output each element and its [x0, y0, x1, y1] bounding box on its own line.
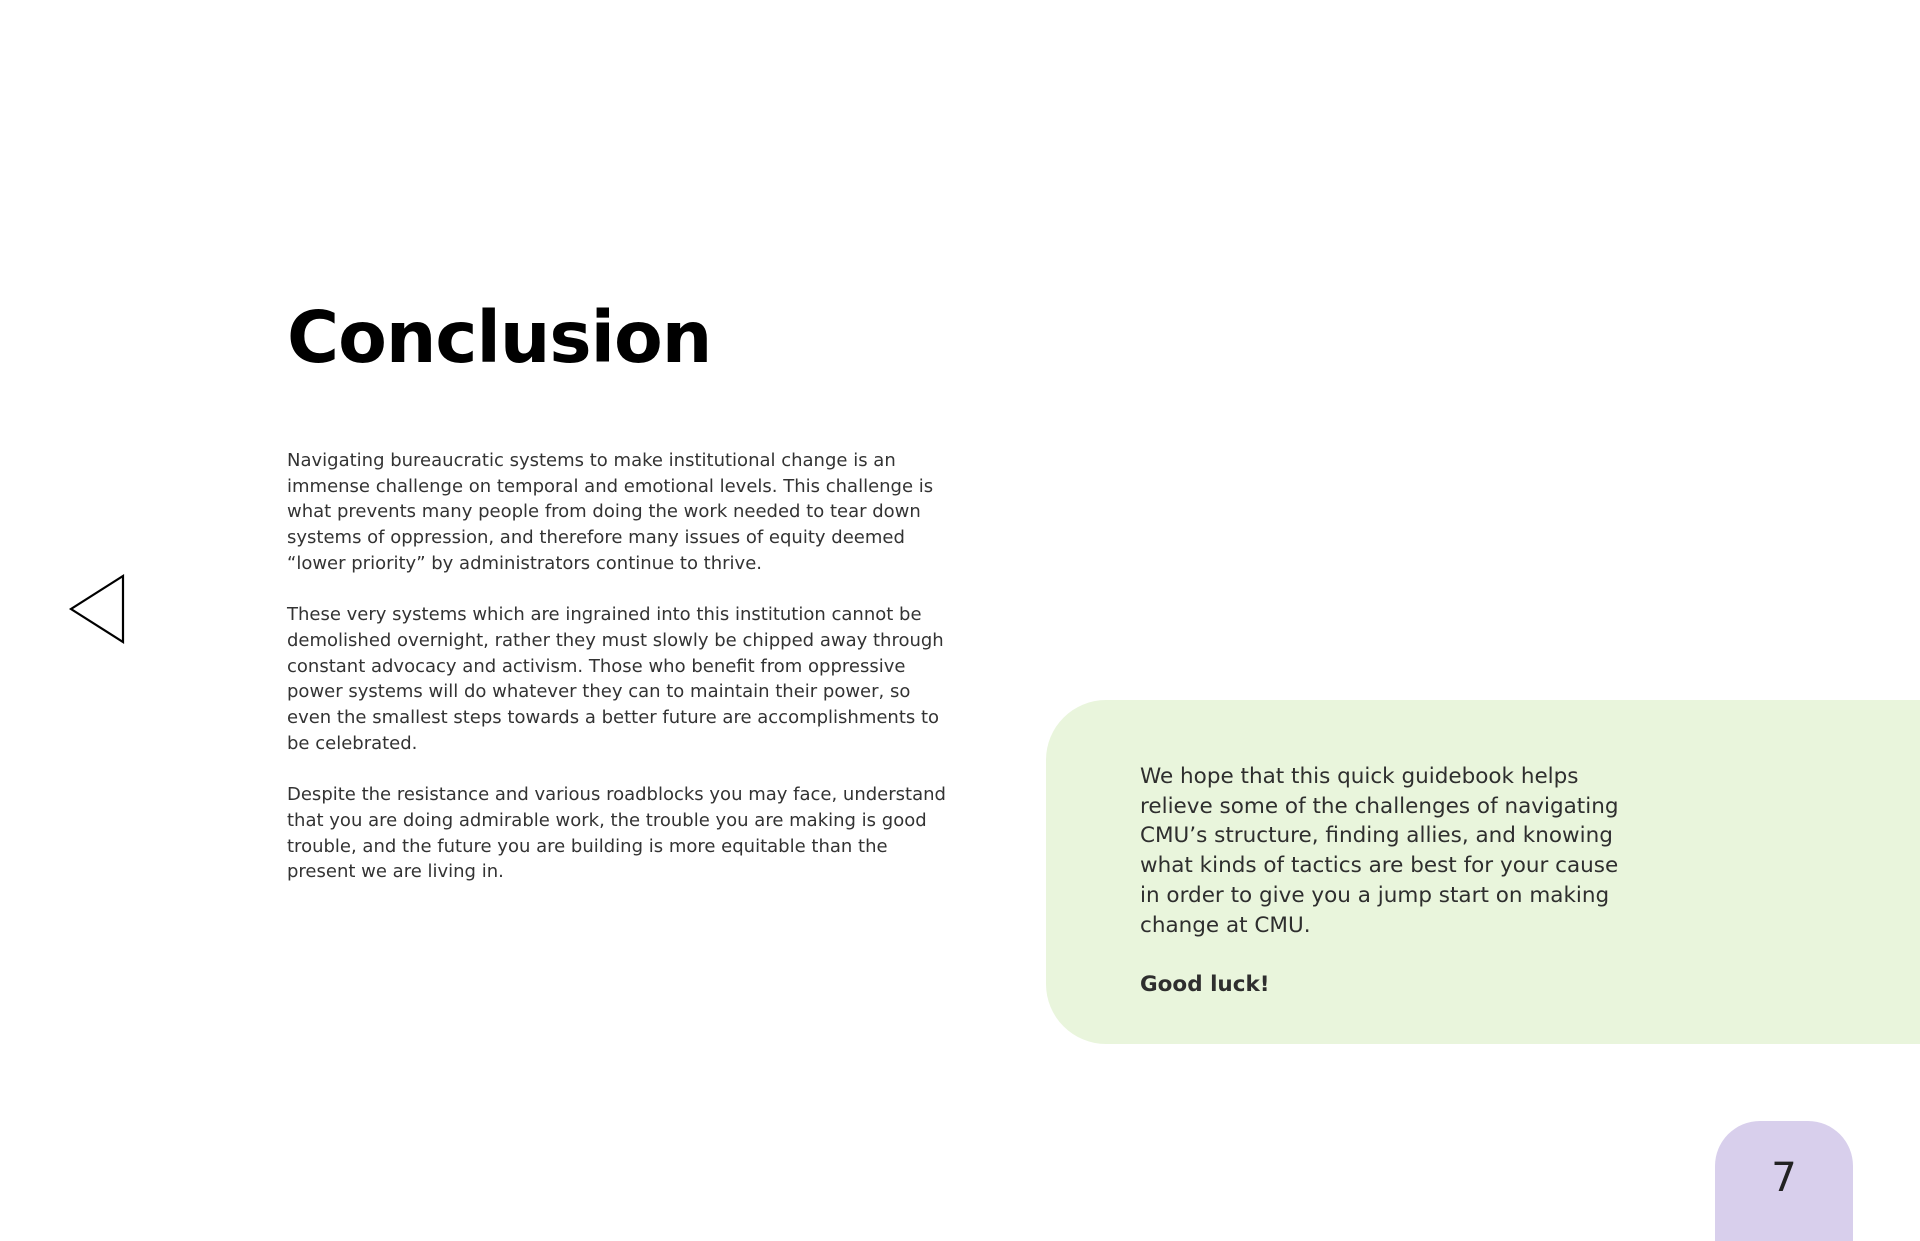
triangle-left-outline-icon — [68, 573, 126, 645]
page-title: Conclusion — [287, 296, 712, 379]
body-paragraph-1: Navigating bureaucratic systems to make institutional change is an immense challenge on temporal and emotional levels. This challenge is what prevents many people from doing the work needed to tear down systems of oppression, and therefore many issues of equity deemed “lower priority” by administrators continue to thrive. — [287, 450, 934, 574]
body-text — [287, 448, 947, 911]
body-paragraph-2: These very systems which are ingrained into this institution cannot be demolished overnight, rather they must slowly be chipped away through constant advocacy and activism. Those who benefit from oppressive power systems will do whatever they can to maintain their power, so even the smallest steps towards a better future are accomplishments to be celebrated. — [287, 604, 944, 754]
callout-closing: Good luck! — [1140, 971, 1270, 997]
callout-message: We hope that this quick guidebook helps relieve some of the challenges of navigating CMU’s structure, finding allies, and knowing what kinds of tactics are best for your cause in order to give you a jump start on making change at CMU. — [1140, 764, 1619, 938]
callout-box — [1046, 700, 1920, 1044]
callout-text — [1140, 762, 1640, 1000]
body-paragraph-3: Despite the resistance and various roadblocks you may face, understand that you are doing admirable work, the trouble you are making is good trouble, and the future you are building is more equitable than the present we are living in. — [287, 784, 946, 883]
previous-page-button[interactable] — [68, 573, 126, 645]
page-number-badge: 7 — [1715, 1121, 1853, 1241]
